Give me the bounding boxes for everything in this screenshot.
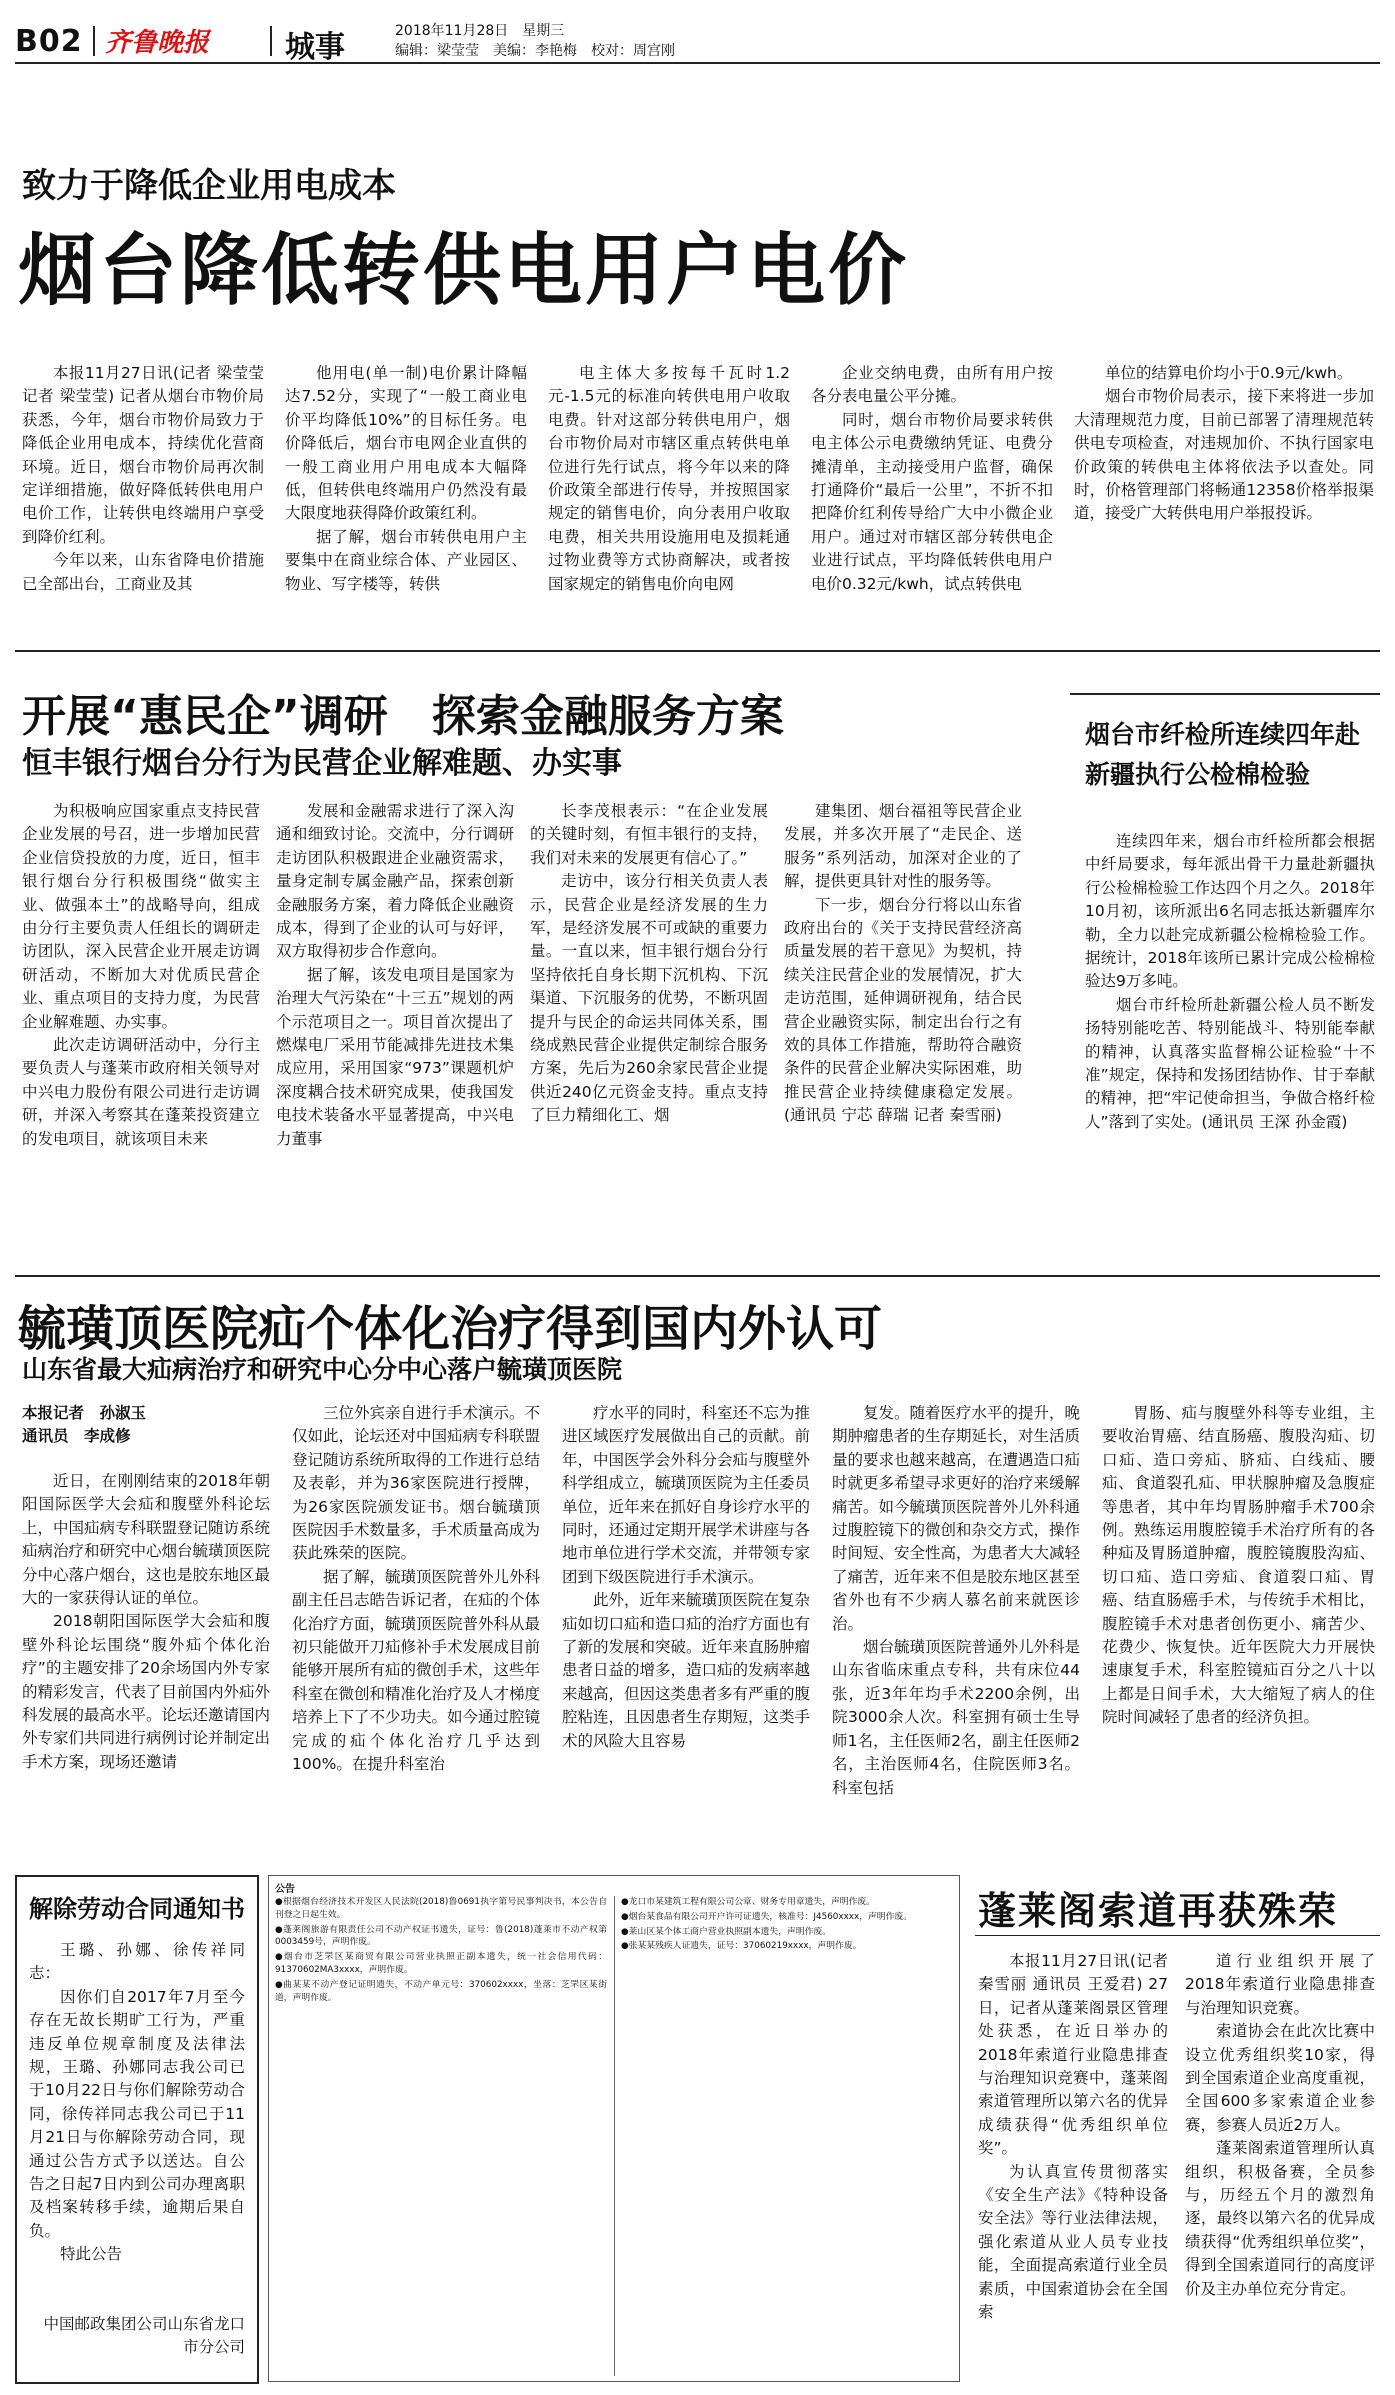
article2-subhead: 恒丰银行烟台分行为民营企业解难题、办实事 [22, 746, 622, 781]
article2-column [784, 800, 1022, 1260]
article1-column [22, 362, 264, 632]
page-header [15, 18, 1380, 64]
paragraph: 建集团、烟台福祖等民营企业发展，并多次开展了“走民企、送服务”系列活动，加深对企业的了解，提供更具针对性的服务等。 [784, 802, 1022, 891]
legal-notice-item: ●根据烟台经济技术开发区人民法院(2018)鲁0691执字第号民事判决书，本公告自刊登之日起生效。 [275, 1897, 607, 1920]
legal-notice-item: ●烟台某食品有限公司开户许可证遗失，核准号：J4560xxxx，声明作废。 [621, 1911, 912, 1922]
legal-notice-item: ●烟台市芝罘区某商贸有限公司营业执照正副本遗失，统一社会信用代码：91370602MA3xxxx，声明作废。 [275, 1952, 607, 1975]
paragraph: 烟台市纤检所赴新疆公检人员不断发扬特别能吃苦、特别能战斗、特别能奉献的精神，认真落实监督棉公证检验“十不准”规定，保持和发扬团结协作、甘于奉献的精神，把“牢记使命担当，争做合格纤检人”落到了实处。(通讯员 王深 孙金霞) [1085, 995, 1375, 1131]
legal-notice-item: ●蓬莱阁旅游有限责任公司不动产权证书遗失，证号：鲁(2018)蓬莱市不动产权第0003459号，声明作废。 [275, 1924, 607, 1948]
paragraph: 王璐、孙娜、徐传祥同志： [29, 1941, 245, 1983]
article2-column [530, 800, 768, 1260]
legal-notices-divider [614, 1896, 615, 2376]
paragraph: 单位的结算电价均小于0.9元/kwh。 [1105, 364, 1353, 382]
paragraph: 连续四年来，烟台市纤检所都会根据中纤局要求，每年派出骨干力量赴新疆执行公检棉检验工作达四个月之久。2018年10月初，该所派出6名同志抵达新疆库尔勒，全力以赴完成新疆公检棉检验工作。据统计，2018年该所已累计完成公检棉检验达9万多吨。 [1085, 832, 1375, 991]
paragraph: 今年以来，山东省降电价措施已全部出台，工商业及其 [22, 551, 264, 593]
article1-column [548, 362, 790, 632]
paragraph: 此外，近年来毓璜顶医院在复杂疝如切口疝和造口疝的治疗方面也有了新的发展和突破。近年来直肠肿瘤患者日益的增多，造口疝的发病率越来越高，但因这类患者多有严重的腹腔粘连，且因患者生存期短，这类手术的风险大且容易 [562, 1591, 810, 1750]
paragraph: 三位外宾亲自进行手术演示。不仅如此，论坛还对中国疝病专科联盟登记随访系统所取得的工作进行总结及表彰，并为36家医院进行授牌，为26家医院颁发证书。烟台毓璜顶医院因手术数量多，手术质量高成为获此殊荣的医院。 [292, 1404, 540, 1563]
article3-headline: 毓璜顶医院疝个体化治疗得到国内外认可 [18, 1301, 883, 1357]
sidebar-rule [1070, 693, 1380, 695]
sidebar-body [1085, 830, 1375, 1260]
paragraph: 烟台毓璜顶医院普通外儿外科是山东省临床重点专科，共有床位44张，近3年年均手术2200余例，出院3000余人次。科室拥有硕士生导师1名，主任医师2名，副主任医师2名，主治医师4名，住院医师3名。科室包括 [832, 1638, 1080, 1797]
section-rule [15, 1275, 1380, 1277]
article1-column [285, 362, 527, 632]
article3-column [292, 1402, 540, 1855]
article4-column [978, 1950, 1168, 2380]
date-line: 2018年11月28日 星期三 [395, 23, 565, 39]
article1-kicker: 致力于降低企业用电成本 [22, 166, 396, 206]
header-divider [93, 26, 95, 56]
paragraph: 本报11月27日讯(记者 梁莹莹 记者 梁莹莹) 记者从烟台市物价局获悉，今年，烟台市物价局致力于降低企业用电成本，持续优化营商环境。近日，烟台市物价局再次制定详细措施，做好降低转供电用户电价工作，让转供电终端用户享受到降价红利。 [22, 364, 264, 546]
notice-title: 解除劳动合同通知书 [29, 1895, 245, 1923]
page-number: B02 [15, 24, 83, 59]
paragraph: 索道协会在此次比赛中设立优秀组织奖10家，得到全国索道企业高度重视，全国600多家索道企业参赛，参赛人员近2万人。 [1185, 2022, 1375, 2134]
paragraph: 据了解，毓璜顶医院普外儿外科副主任吕志皓告诉记者，在疝的个体化治疗方面，毓璜顶医院普外科从最初只能做开刀疝修补手术发展成目前能够开展所有疝的微创手术，这些年科室在微创和精准化治疗及人才梯度培养上下了不少功夫。如今通过腔镜完成的疝个体化治疗几乎达到100%。在提升科室治 [292, 1567, 540, 1774]
paragraph: 他用电(单一制)电价累计降幅达7.52分，实现了“一般工商业电价平均降低10%”的目标任务。电价降低后，烟台市电网企业直供的一般工商业用户用电成本大幅降低，但转供电终端用户仍然没有最大限度地获得降价政策红利。 [285, 364, 527, 523]
article4-rule [975, 1935, 1380, 1936]
sidebar-headline: 烟台市纤检所连续四年赴新疆执行公检棉检验 [1085, 720, 1361, 789]
legal-notice-item: ●曲某某不动产登记证明遗失，不动产单元号：370602xxxx，坐落：芝罘区某街道，声明作废。 [275, 1979, 607, 2003]
paragraph: 下一步，烟台分行将以山东省政府出台的《关于支持民营经济高质量发展的若干意见》为契机，持续关注民营企业的发展情况，扩大走访范围，延伸调研视角，结合民营企业融资实际，制定出台行之有效的具体工作措施，帮助符合融资条件的民营企业解决实际困难，助推民营企业持续健康稳定发展。(通讯员 宁芯 薛瑞 记者 秦雪丽) [784, 895, 1022, 1125]
paragraph: 据了解，该发电项目是国家为治理大气污染在“十三五”规划的两个示范项目之一。项目首次提出了燃煤电厂采用节能减排先进技术集成应用，采用国家“973”课题机炉深度耦合技术研究成果，使我国发电技术装备水平显著提高，中兴电力董事 [276, 965, 514, 1148]
legal-notices-column [621, 1896, 953, 2376]
paragraph: 疗水平的同时，科室还不忘为推进区域医疗发展做出自己的贡献。前年，中国医学会外科分会疝与腹壁外科学组成立，毓璜顶医院为主任委员单位，近年来在抓好自身诊疗水平的同时，还通过定期开展学术讲座与各地市单位进行学术交流，并带领专家团到下级医院进行手术演示。 [562, 1404, 810, 1586]
article3-byline: 本报记者 孙淑玉 通讯员 李成修 [22, 1404, 147, 1445]
notice-body [29, 1939, 245, 2309]
legal-notices-title: 公告 [275, 1884, 295, 1895]
notice-signature: 中国邮政集团公司山东省龙口市分公司 [43, 2315, 245, 2356]
paragraph: 企业交纳电费，由所有用户按各分表电量公平分摊。 [811, 364, 1053, 406]
section-name: 城事 [285, 30, 345, 65]
article3-column [1102, 1402, 1375, 1855]
article4-column [1185, 1950, 1375, 2380]
legal-notice-item: ●张某某残疾人证遗失，证号：37060219xxxx，声明作废。 [621, 1941, 862, 1952]
article3-column [832, 1402, 1080, 1855]
paragraph: 为认真宣传贯彻落实《安全生产法》《特种设备安全法》等行业法律法规，强化索道从业人员专业技能，全面提高索道行业全员素质，中国索道协会在全国索 [978, 2162, 1168, 2322]
article1-headline: 烟台降低转供电用户电价 [18, 226, 910, 316]
article2-headline: 开展“惠民企”调研 探索金融服务方案 [22, 691, 784, 742]
paragraph: 长李茂根表示：“在企业发展的关键时刻，有恒丰银行的支持，我们对未来的发展更有信心了。” [530, 802, 768, 867]
legal-notices-block [268, 1875, 960, 2382]
paragraph: 道行业组织开展了2018年索道行业隐患排查与治理知识竞赛。 [1185, 1952, 1375, 2017]
article3-subhead: 山东省最大疝病治疗和研究中心分中心落户毓璜顶医院 [22, 1355, 623, 1384]
legal-notices-column [275, 1896, 607, 2376]
editors-line: 编辑：梁莹莹 美编：李艳梅 校对：周宫刚 [395, 43, 675, 59]
paragraph: 电主体大多按每千瓦时1.2元-1.5元的标准向转供电用户收取电费。针对这部分转供电用户，烟台市物价局对市辖区重点转供电单位进行先行试点，将今年以来的降价政策全部进行传导，并按照国家规定的销售电价，向分表用户收取电费，相关共用设施用电及损耗通过物业费等方式协商解决，或者按国家规定的销售电价向电网 [548, 364, 790, 593]
paragraph: 蓬莱阁索道管理所认真组织，积极备赛，全员参与，历经五个月的激烈角逐，最终以第六名的优异成绩获得“优秀组织单位奖”，得到全国索道同行的高度评价及主办单位充分肯定。 [1185, 2139, 1375, 2298]
header-divider [270, 26, 272, 56]
article2-column [22, 800, 260, 1260]
paragraph: 此次走访调研活动中，分行主要负责人与蓬莱市政府相关领导对中兴电力股份有限公司进行走访调研，并深入考察其在蓬莱投资建立的发电项目，就该项目未来 [22, 1036, 260, 1148]
article1-column [1074, 362, 1374, 632]
article4-headline: 蓬莱阁索道再获殊荣 [978, 1889, 1339, 1933]
paragraph: 据了解，烟台市转供电用户主要集中在商业综合体、产业园区、物业、写字楼等，转供 [285, 527, 527, 593]
paragraph: 本报11月27日讯(记者 秦雪丽 通讯员 王爱君) 27日，记者从蓬莱阁景区管理处获悉，在近日举办的2018年索道行业隐患排查与治理知识竞赛中，蓬莱阁索道管理所以第六名的优异成绩获得“优秀组织单位奖”。 [978, 1952, 1168, 2158]
paragraph: 走访中，该分行相关负责人表示，民营企业是经济发展的生力军，是经济发展不可或缺的重要力量。一直以来，恒丰银行烟台分行坚持依托自身长期下沉机构、下沉渠道、下沉服务的优势，不断巩固提升与民企的命运共同体关系，围绕成熟民营企业提供定制综合服务方案，先后为260余家民营企业提供近240亿元资金支持。重点支持了巨力精细化工、烟 [530, 872, 768, 1125]
paragraph: 为积极响应国家重点支持民营企业发展的号召，进一步增加民营企业信贷投放的力度，近日，恒丰银行烟台分行积极围绕“做实主业、做强本土”的战略导向，组成由分行主要负责人任组长的调研走访团队，深入民营企业开展走访调研活动，不断加大对优质民营企业、重点项目的支持力度，为民营企业解难题、办实事。 [22, 802, 260, 1031]
paragraph: 烟台市物价局表示，接下来将进一步加大清理规范力度，目前已部署了清理规范转供电专项检查，对违规加价、不执行国家电价政策的转供电主体将依法予以查处。同时，价格管理部门将畅通12358价格举报渠道，接受广大转供电用户举报投诉。 [1074, 387, 1374, 523]
paragraph: 因你们自2017年7月至今存在无故长期旷工行为，严重违反单位规章制度及法律法规，王璐、孙娜同志我公司已于10月22日与你们解除劳动合同，徐传祥同志我公司已于11月21日与你解除劳动合同，现通过公告方式予以送达。自公告之日起7日内到公司办理离职及档案转移手续，逾期后果自负。 [29, 1987, 245, 2240]
paragraph: 2018朝阳国际医学大会疝和腹壁外科论坛围绕“腹外疝个体化治疗”的主题安排了20余场国内外专家的精彩发言，代表了目前国内外疝外科发展的最高水平。论坛还邀请国内外专家们共同进行病例讨论并制定出手术方案，现场还邀请 [22, 1612, 270, 1771]
paragraph: 特此公告 [60, 2245, 123, 2264]
article2-column [276, 800, 514, 1260]
paragraph: 发展和金融需求进行了深入沟通和细致讨论。交流中，分行调研走访团队积极跟进企业融资需求，量身定制专属金融产品，探索创新金融服务方案，着力降低企业融资成本，得到了企业的认可与好评，双方取得初步合作意向。 [276, 802, 514, 961]
paragraph: 胃肠、疝与腹壁外科等专业组，主要收治胃癌、结直肠癌、腹股沟疝、切口疝、造口旁疝、脐疝、白线疝、腰疝、食道裂孔疝、甲状腺肿瘤及急腹症等患者，其中年均胃肠肿瘤手术700余例。熟练运用腹腔镜手术治疗所有的各种疝及胃肠道肿瘤，腹腔镜腹股沟疝、切口疝、造口旁疝、食道裂口疝、胃癌、结直肠癌手术，与传统手术相比，腹腔镜手术对患者创伤更小、痛苦少、花费少、恢复快。近年医院大力开展快速康复手术，科室腔镜疝百分之八十以上都是日间手术，大大缩短了病人的住院时间减轻了患者的经济负担。 [1102, 1404, 1375, 1727]
legal-notice-item: ●莱山区某个体工商户营业执照副本遗失，声明作废。 [621, 1926, 832, 1937]
newspaper-logo: 齐鲁晚报 [105, 28, 210, 58]
notice-box [15, 1875, 259, 2384]
paragraph: 同时，烟台市物价局要求转供电主体公示电费缴纳凭证、电费分摊清单，主动接受用户监督，确保打通降价“最后一公里”，不折不扣把降价红利传导给广大中小微企业用户。通过对市辖区部分转供电企业进行试点，平均降低转供电用户电价0.32元/kwh，试点转供电 [811, 410, 1053, 593]
paragraph: 复发。随着医疗水平的提升，晚期肿瘤患者的生存期延长，对生活质量的要求也越来越高，在遭遇造口疝时就更多希望寻求更好的治疗来缓解痛苦。如今毓璜顶医院普外儿外科通过腹腔镜下的微创和杂交方式，操作时间短、安全性高，为患者大大减轻了痛苦，近年来不但是胶东地区甚至省外也有不少病人慕名前来就医诊治。 [832, 1404, 1080, 1633]
section-rule [15, 650, 1380, 652]
article3-column [562, 1402, 810, 1855]
paragraph: 近日，在刚刚结束的2018年朝阳国际医学大会疝和腹壁外科论坛上，中国疝病专科联盟登记随访系统疝病治疗和研究中心烟台毓璜顶医院分中心落户烟台，这也是胶东地区最大的一家获得认证的单位。 [22, 1472, 270, 1608]
article1-column [811, 362, 1053, 632]
legal-notice-item: ●龙口市某建筑工程有限公司公章、财务专用章遗失，声明作废。 [621, 1897, 875, 1907]
article3-column [22, 1470, 270, 1855]
